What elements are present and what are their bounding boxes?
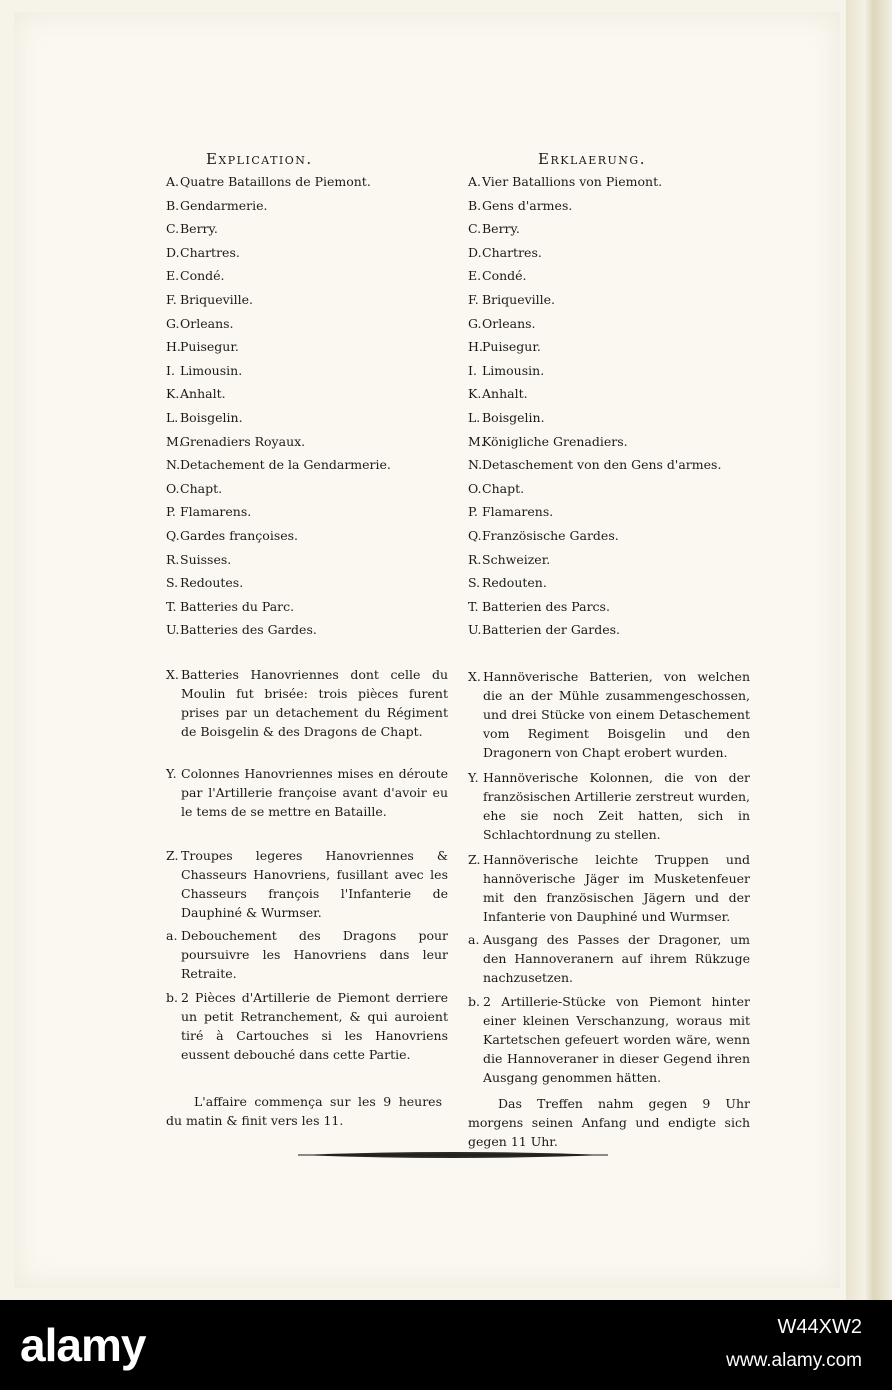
legend-item	[166, 548, 446, 572]
legend-key: U.	[468, 622, 482, 638]
legend-key: H.	[468, 339, 483, 355]
legend-item	[166, 595, 446, 619]
legend-key: H.	[166, 339, 181, 355]
legend-key: M.	[166, 433, 183, 449]
legend-key: R.	[166, 551, 180, 567]
legend-item	[468, 335, 750, 359]
french-paragraph-z: Z. Troupes legeres Hanovriennes & Chasseurs Hanovriens, fusillant avec les Chasseurs françois l'Infanterie de Dauphiné & Wurmser.	[166, 848, 448, 920]
legend-key: C.	[468, 221, 482, 237]
image-code: W44XW2	[777, 1316, 862, 1338]
legend-text: Schweizer.	[482, 551, 551, 567]
legend-item	[468, 264, 750, 288]
legend-key: S.	[468, 575, 481, 591]
legend-text: Französische Gardes.	[482, 527, 619, 543]
german-paragraph-z: Z. Hannöverische leichte Truppen und hannöverische Jäger im Musketenfeuer mit den französischen Jägern und der Infanterie von Dauphiné und Wurmser.	[468, 852, 750, 924]
legend-text: Briqueville.	[180, 291, 254, 307]
legend-text: Berry.	[482, 221, 520, 237]
legend-key: U.	[166, 622, 180, 638]
legend-text: Chartres.	[482, 244, 542, 260]
legend-text: Flamarens.	[180, 504, 252, 520]
legend-text: Orleans.	[482, 315, 536, 331]
legend-text: Gardes françoises.	[180, 527, 299, 543]
legend-item	[166, 571, 446, 595]
legend-item	[166, 477, 446, 501]
french-column	[166, 148, 446, 642]
legend-item	[166, 359, 446, 383]
french-heading: Explication.	[206, 150, 313, 168]
legend-item	[166, 406, 446, 430]
legend-key: Q.	[166, 527, 180, 543]
legend-text: Anhalt.	[180, 386, 226, 402]
legend-key: L.	[166, 409, 179, 425]
legend-item	[166, 264, 446, 288]
legend-text: Limousin.	[180, 362, 243, 378]
legend-text: Detaschement von den Gens d'armes.	[482, 457, 722, 473]
legend-text: Briqueville.	[482, 291, 556, 307]
legend-item	[468, 453, 750, 477]
legend-item	[166, 430, 446, 454]
legend-key: D.	[166, 244, 180, 260]
legend-text: Boisgelin.	[180, 409, 243, 425]
german-paragraph-a: a. Ausgang des Passes der Dragoner, um den Hannoveranern auf ihrem Rükzuge nachzusetzen.	[468, 932, 750, 985]
french-paragraph-b: b. 2 Pièces d'Artillerie de Piemont derriere un petit Retranchement, & qui auroient tiré à Cartouches si les Hanovriens eussent debouché dans cette Partie.	[166, 990, 448, 1062]
legend-item	[468, 382, 750, 406]
legend-text: Detachement de la Gendarmerie.	[180, 457, 391, 473]
legend-item	[166, 312, 446, 336]
legend-text: Gens d'armes.	[482, 197, 573, 213]
legend-key: P.	[468, 504, 478, 520]
french-legend-list	[166, 170, 446, 642]
legend-text: Quatre Bataillons de Piemont.	[180, 174, 371, 189]
legend-key: R.	[468, 551, 482, 567]
legend-item	[468, 217, 750, 241]
legend-item	[166, 217, 446, 241]
legend-text: Redouten.	[482, 575, 547, 591]
legend-key: I.	[166, 362, 175, 378]
legend-key: O.	[468, 480, 482, 496]
legend-text: Chapt.	[180, 480, 223, 496]
legend-item	[166, 618, 446, 642]
legend-item	[468, 241, 750, 265]
legend-text: Batterien der Gardes.	[482, 622, 621, 638]
legend-key: G.	[166, 315, 180, 331]
legend-key: G.	[468, 315, 482, 331]
legend-text: Puisegur.	[180, 339, 239, 355]
legend-text: Boisgelin.	[482, 409, 545, 425]
legend-item	[468, 595, 750, 619]
legend-key: I.	[468, 362, 477, 378]
legend-item	[468, 430, 750, 454]
german-paragraph-y: Y. Hannöverische Kolonnen, die von der französischen Artillerie zerstreut wurden, ehe sie noch Zeit hatten, sich in Schlachtordnung zu stellen.	[468, 770, 750, 842]
legend-text: Orleans.	[180, 315, 234, 331]
legend-key: F.	[166, 291, 177, 307]
german-closing-note: Das Treffen nahm gegen 9 Uhr morgens seinen Anfang und endigte sich gegen 11 Uhr.	[468, 1096, 750, 1149]
legend-key: F.	[468, 291, 479, 307]
french-paragraph-y: Y. Colonnes Hanovriennes mises en déroute par l'Artillerie françoise avant d'avoir eu le tems de se mettre en Bataille.	[166, 766, 448, 819]
legend-text: Condé.	[482, 268, 527, 284]
legend-item	[166, 382, 446, 406]
legend-key: K.	[166, 386, 180, 402]
legend-item	[166, 194, 446, 218]
legend-key: C.	[166, 221, 180, 237]
legend-key: P.	[166, 504, 176, 520]
legend-item	[468, 571, 750, 595]
legend-key: A.	[166, 174, 180, 189]
legend-item	[166, 500, 446, 524]
legend-text: Suisses.	[180, 551, 232, 567]
german-column	[468, 148, 750, 642]
legend-item	[468, 312, 750, 336]
legend-key: E.	[468, 268, 482, 284]
legend-key: E.	[166, 268, 180, 284]
page-edge	[846, 0, 892, 1300]
german-paragraph-x: X. Hannöverische Batterien, von welchen die an der Mühle zusammengeschossen, und drei Stücke von einem Detaschement vom Regiment Boisgelin und den Dragonern von Chapt erobert wurden.	[468, 669, 750, 760]
legend-item	[166, 453, 446, 477]
legend-key: B.	[468, 197, 482, 213]
legend-item	[166, 288, 446, 312]
german-heading: Erklaerung.	[538, 150, 646, 168]
legend-key: N.	[468, 457, 483, 473]
legend-text: Redoutes.	[180, 575, 244, 591]
legend-item	[166, 524, 446, 548]
french-paragraph-x: X. Batteries Hanovriennes dont celle du Moulin fut brisée: trois pièces furent prises par un detachement du Régiment de Boisgelin & des Dragons de Chapt.	[166, 667, 448, 739]
legend-text: Berry.	[180, 221, 218, 237]
legend-text: Vier Batallions von Piemont.	[482, 174, 663, 189]
legend-item	[468, 194, 750, 218]
legend-item	[468, 477, 750, 501]
legend-key: M.	[468, 433, 485, 449]
legend-key: O.	[166, 480, 180, 496]
legend-key: T.	[468, 598, 479, 614]
legend-item	[166, 335, 446, 359]
watermark-footer	[0, 1300, 892, 1390]
legend-text: Flamarens.	[482, 504, 554, 520]
french-paragraph-a: a. Debouchement des Dragons pour poursuivre les Hanovriens dans leur Retraite.	[166, 928, 448, 981]
legend-key: S.	[166, 575, 179, 591]
legend-key: T.	[166, 598, 177, 614]
legend-key: D.	[468, 244, 482, 260]
legend-text: Grenadiers Royaux.	[180, 433, 306, 449]
legend-key: L.	[468, 409, 481, 425]
legend-text: Anhalt.	[482, 386, 528, 402]
decorative-rule	[298, 1150, 608, 1160]
legend-item	[468, 170, 750, 194]
legend-item	[166, 241, 446, 265]
legend-item	[468, 618, 750, 642]
legend-key: B.	[166, 197, 180, 213]
legend-item	[468, 406, 750, 430]
legend-key: Q.	[468, 527, 482, 543]
legend-item	[166, 170, 446, 194]
alamy-logo: alamy	[20, 1319, 146, 1371]
german-paragraph-b: b. 2 Artillerie-Stücke von Piemont hinter einer kleinen Verschanzung, woraus mit Kartetschen gefeuert worden wäre, wenn die Hannoveraner in dieser Gegend ihren Ausgang genommen hätten.	[468, 994, 750, 1085]
legend-text: Limousin.	[482, 362, 545, 378]
legend-key: K.	[468, 386, 482, 402]
legend-text: Chapt.	[482, 480, 525, 496]
german-legend-list	[468, 170, 750, 642]
legend-text: Batterien des Parcs.	[482, 598, 610, 614]
legend-text: Chartres.	[180, 244, 240, 260]
legend-key: N.	[166, 457, 181, 473]
legend-text: Gendarmerie.	[180, 197, 268, 213]
legend-text: Puisegur.	[482, 339, 541, 355]
legend-text: Königliche Grenadiers.	[482, 433, 628, 449]
legend-text: Batteries des Gardes.	[180, 622, 317, 638]
legend-item	[468, 524, 750, 548]
legend-text: Batteries du Parc.	[180, 598, 295, 614]
site-url[interactable]: www.alamy.com	[726, 1350, 862, 1371]
legend-item	[468, 359, 750, 383]
legend-text: Condé.	[180, 268, 225, 284]
legend-item	[468, 288, 750, 312]
legend-key: A.	[468, 174, 482, 189]
french-closing-note: L'affaire commença sur les 9 heures du matin & finit vers les 11.	[166, 1094, 442, 1128]
legend-item	[468, 548, 750, 572]
legend-item	[468, 500, 750, 524]
